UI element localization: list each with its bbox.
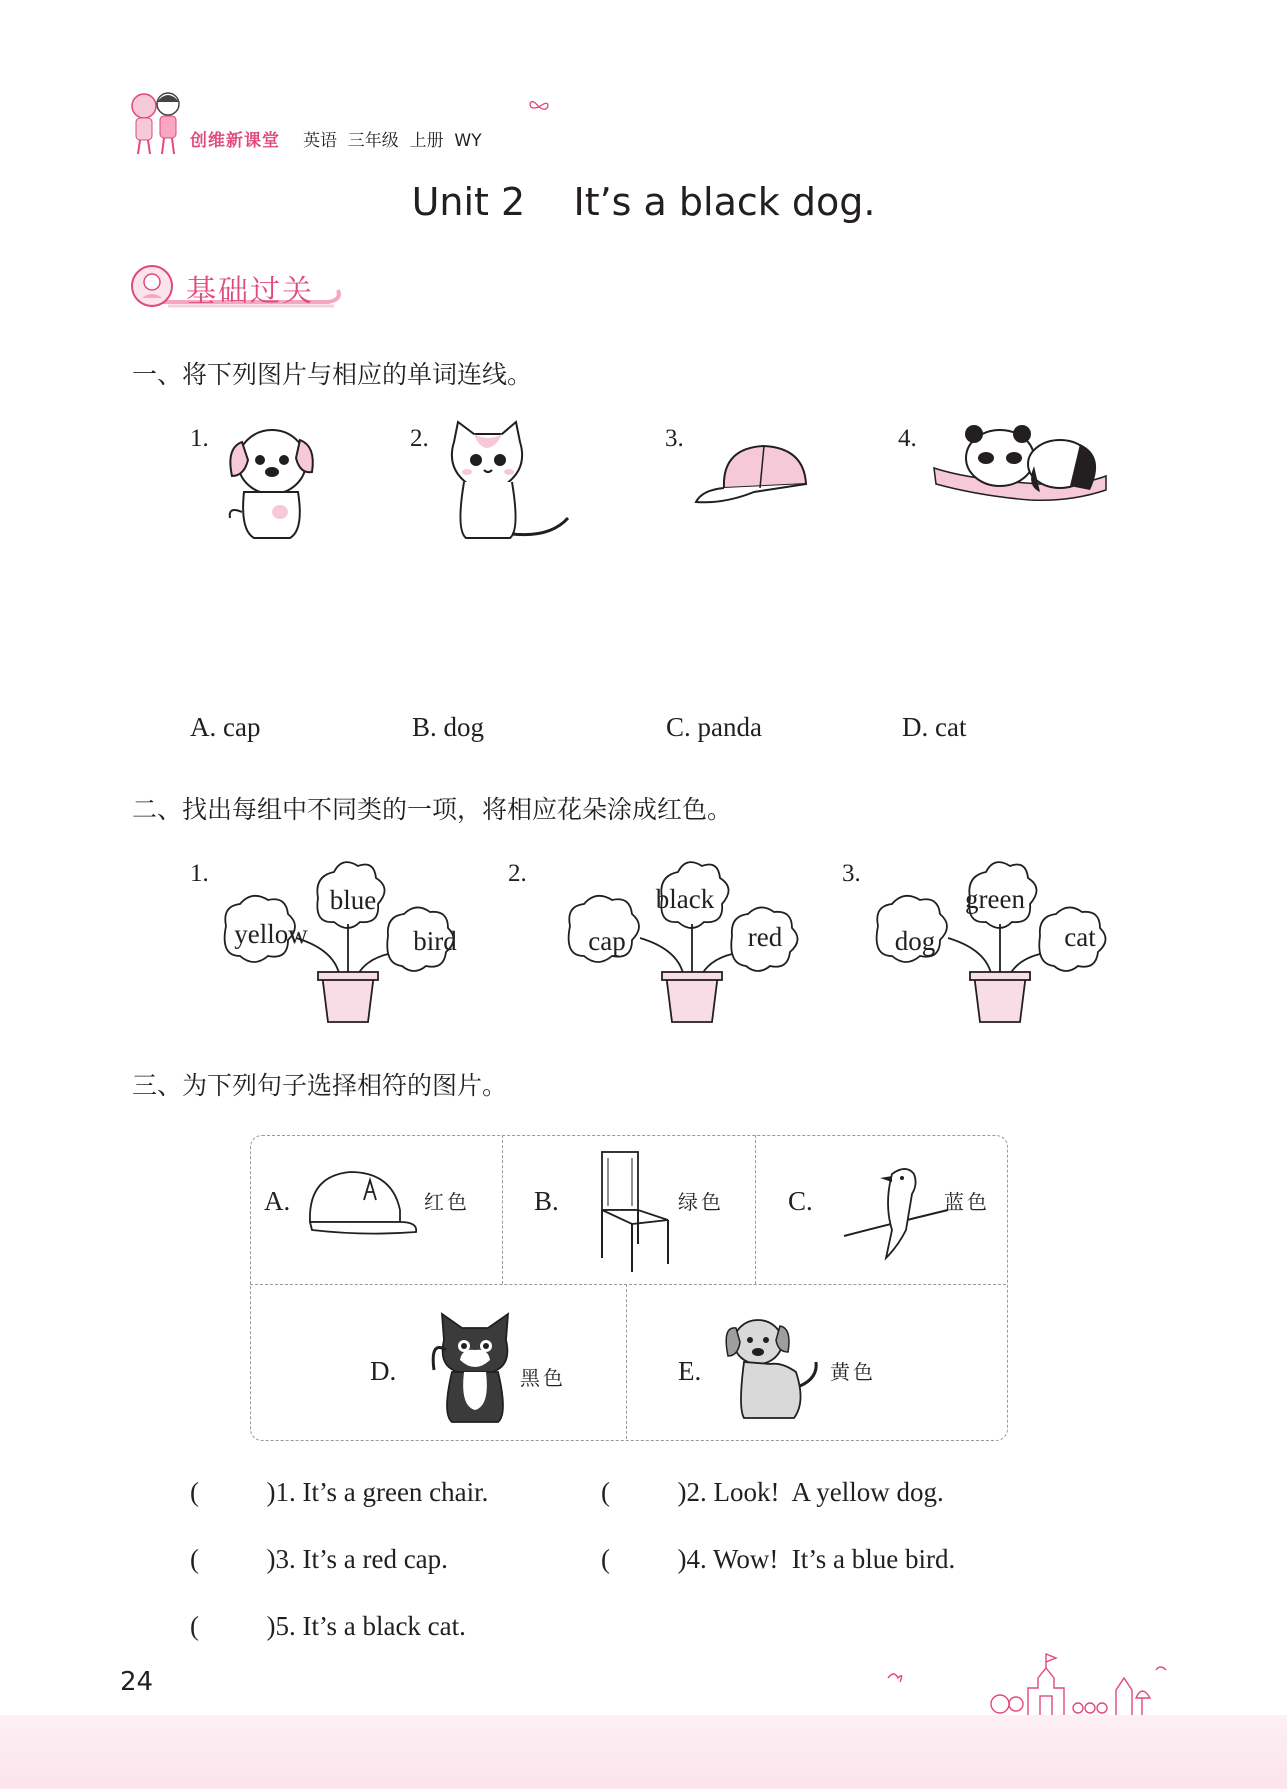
flower-word[interactable]: blue xyxy=(329,885,377,915)
grid-divider xyxy=(250,1284,1006,1285)
grid-divider xyxy=(626,1284,627,1439)
book-info: 英语 三年级 上册 WY xyxy=(303,131,482,151)
panda-picture-icon xyxy=(930,420,1110,535)
butterfly-icon xyxy=(528,98,550,116)
cap-picture-icon xyxy=(694,440,812,512)
sentence-item[interactable]: ( )3. It’s a red cap. xyxy=(190,1544,448,1574)
q1-option: A. cap xyxy=(190,712,261,742)
color-note: 黄色 xyxy=(830,1360,876,1384)
section-title: 基础过关 xyxy=(186,274,314,309)
flower-word[interactable]: red xyxy=(747,922,783,952)
flower-word[interactable]: black xyxy=(655,884,715,914)
grid-divider xyxy=(755,1135,756,1284)
sentence-item[interactable]: ( )2. Look! A yellow dog. xyxy=(601,1477,944,1507)
q1-option: D. cat xyxy=(902,712,967,742)
q2-group-number: 3. xyxy=(842,860,861,887)
cap-picture-icon xyxy=(304,1166,420,1238)
question-1-title: 一、将下列图片与相应的单词连线。 xyxy=(132,360,533,389)
flower-word[interactable]: bird xyxy=(413,926,457,956)
footer-band xyxy=(0,1715,1287,1789)
picture-label: C. xyxy=(788,1186,813,1216)
q1-picture-number: 3. xyxy=(665,425,684,452)
picture-label: A. xyxy=(264,1186,291,1216)
kids-logo-icon xyxy=(126,88,188,156)
kitten-picture-icon xyxy=(440,420,575,545)
puppy-picture-icon xyxy=(220,420,322,545)
flower-word[interactable]: green xyxy=(965,884,1025,914)
brand-name: 创维新课堂 xyxy=(190,131,280,151)
q1-picture-number: 1. xyxy=(190,425,209,452)
dog-picture-icon xyxy=(722,1312,822,1422)
q1-option: B. dog xyxy=(412,712,485,742)
chair-picture-icon xyxy=(594,1148,674,1274)
color-note: 蓝色 xyxy=(944,1190,990,1214)
picture-label: B. xyxy=(534,1186,559,1216)
picture-label: D. xyxy=(370,1356,397,1386)
page-number: 24 xyxy=(120,1667,154,1697)
q1-option: C. panda xyxy=(666,712,762,742)
q2-group-number: 1. xyxy=(190,860,209,887)
q1-picture-number: 4. xyxy=(898,425,917,452)
question-2-title: 二、找出每组中不同类的一项，将相应花朵涂成红色。 xyxy=(132,795,733,824)
flower-word[interactable]: yellow xyxy=(234,919,308,949)
q2-group-number: 2. xyxy=(508,860,527,887)
color-note: 黑色 xyxy=(520,1366,566,1390)
question-3-title: 三、为下列句子选择相符的图片。 xyxy=(132,1071,508,1100)
flower-word[interactable]: dog xyxy=(894,926,936,956)
picture-label: E. xyxy=(678,1356,702,1386)
sentence-item[interactable]: ( )4. Wow! It’s a blue bird. xyxy=(601,1544,956,1574)
color-note: 红色 xyxy=(424,1190,470,1214)
flower-word[interactable]: cat xyxy=(1064,922,1096,952)
color-note: 绿色 xyxy=(678,1190,724,1214)
page-title: Unit 2 It’s a black dog. xyxy=(411,180,876,224)
grid-divider xyxy=(502,1135,503,1284)
castle-decoration-icon xyxy=(880,1648,1170,1718)
cat-picture-icon xyxy=(430,1310,520,1426)
flower-word[interactable]: cap xyxy=(588,926,626,956)
q1-picture-number: 2. xyxy=(410,425,429,452)
sentence-item[interactable]: ( )1. It’s a green chair. xyxy=(190,1477,489,1507)
bird-picture-icon xyxy=(840,1164,950,1264)
sentence-item[interactable]: ( )5. It’s a black cat. xyxy=(190,1611,466,1641)
